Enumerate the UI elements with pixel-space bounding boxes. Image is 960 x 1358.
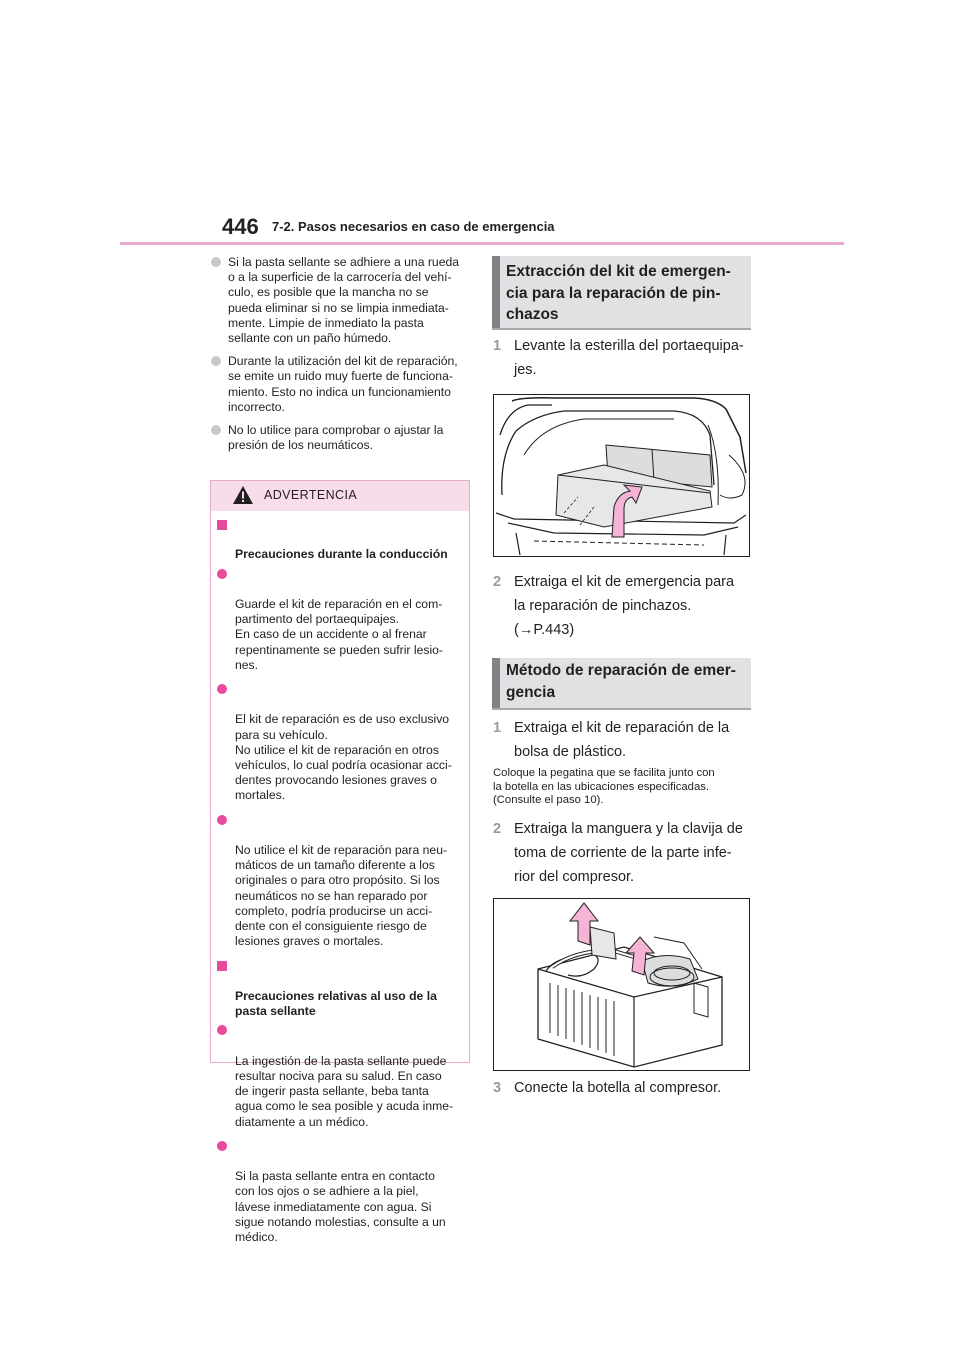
step-item bbox=[493, 817, 755, 889]
header-divider bbox=[120, 242, 844, 245]
bullet-icon bbox=[217, 1141, 227, 1151]
warning-item bbox=[217, 1023, 461, 1129]
step-item bbox=[493, 334, 755, 382]
warning-label: ADVERTENCIA bbox=[264, 488, 358, 502]
section-heading-bar bbox=[492, 658, 500, 708]
warning-item-text: Si la pasta sellante entra en contacto con los ojos o se adhiere a la piel, lávese inmediatamente con agua. Si sigue notando molestias, consulte a un médico. bbox=[235, 1169, 446, 1244]
step-number: 3 bbox=[493, 1080, 502, 1096]
warning-header bbox=[211, 481, 469, 511]
warning-body bbox=[211, 511, 469, 1245]
step-text: Extraiga la manguera y la clavija de toma de corriente de la parte infe- rior del compresor. bbox=[514, 821, 743, 885]
bullet-icon bbox=[211, 257, 221, 267]
section-heading-text: Extracción del kit de emergen- cia para la reparación de pin- chazos bbox=[506, 263, 731, 323]
step-number: 2 bbox=[493, 574, 502, 590]
section-heading-extraction bbox=[492, 256, 751, 330]
section-heading-repair-method bbox=[492, 658, 751, 710]
bullet-icon bbox=[211, 356, 221, 366]
bullet-text: No lo utilice para comprobar o ajustar la presión de los neumáticos. bbox=[228, 423, 444, 453]
bullet-text: Durante la utilización del kit de reparación, se emite un ruido muy fuerte de funciona- miento. Esto no indica un funcionamiento incorrecto. bbox=[228, 354, 458, 414]
warning-item-text: El kit de reparación es de uso exclusivo para su vehículo. No utilice el kit de reparación en otros vehículos, lo cual podría ocasionar acci- dentes provocando lesiones graves o mortales. bbox=[235, 712, 452, 803]
section-heading-bar bbox=[492, 256, 500, 328]
warning-box bbox=[210, 480, 470, 1244]
section-heading-text: Método de reparación de emer- gencia bbox=[506, 662, 736, 701]
square-bullet-icon bbox=[217, 961, 227, 971]
warning-triangle-icon bbox=[232, 485, 254, 505]
bullet-text: Si la pasta sellante se adhiere a una rueda o a la superficie de la carrocería del vehí- culo, es posible que la mancha no se pueda eliminar si no se limpia inmediata- mente. Limpie de inmediato la pasta sellante con un paño húmedo. bbox=[228, 255, 460, 346]
step-text: Levante la esterilla del portaequipa- jes. bbox=[514, 338, 744, 378]
bullet-icon bbox=[217, 569, 227, 579]
square-bullet-icon bbox=[217, 520, 227, 530]
step-item bbox=[493, 1076, 755, 1100]
warning-group-heading-text: Precauciones durante la conducción bbox=[235, 547, 448, 562]
step-text: Conecte la botella al compresor. bbox=[514, 1080, 722, 1096]
step-note: Coloque la pegatina que se facilita junto con la botella en las ubicaciones especificadas. (Consulte el paso 10). bbox=[493, 767, 715, 806]
bullet-icon bbox=[217, 684, 227, 694]
list-item bbox=[211, 423, 471, 453]
step-number: 1 bbox=[493, 338, 502, 354]
warning-group-heading-text: Precauciones relativas al uso de la pasta sellante bbox=[235, 988, 437, 1019]
section-header-title: 7-2. Pasos necesarios en caso de emergencia bbox=[272, 219, 555, 234]
step-item bbox=[493, 570, 755, 642]
warning-item-text: La ingestión de la pasta sellante puede resultar nociva para su salud. En caso de ingerir pasta sellante, beba tanta agua como le sea posible y acuda inme- diatamente a un médico. bbox=[235, 1053, 454, 1129]
step-number: 1 bbox=[493, 720, 502, 736]
warning-item-text: No utilice el kit de reparación para neu- máticos de un tamaño diferente a los originales o para otro propósito. Si los neumáticos no se han reparado por completo, podría producirse un acci- dente con el consiguiente riesgo de lesiones graves o mortales. bbox=[235, 843, 448, 949]
step-text: Extraiga el kit de reparación de la bolsa de plástico. bbox=[514, 720, 730, 760]
list-item bbox=[211, 354, 471, 415]
warning-item bbox=[217, 1139, 461, 1245]
warning-item bbox=[217, 682, 461, 804]
warning-group-heading bbox=[217, 517, 461, 563]
warning-group-heading bbox=[217, 958, 461, 1019]
warning-item bbox=[217, 567, 461, 673]
trunk-mat-illustration bbox=[493, 394, 750, 557]
page-number: 446 bbox=[222, 214, 259, 239]
step-text: Extraiga el kit de emergencia para la reparación de pinchazos. (→P.443) bbox=[514, 574, 735, 638]
warning-item-text: Guarde el kit de reparación en el com- partimento del portaequipajes. En caso de un accidente o al frenar repentinamente se pueden sufrir lesio- nes. bbox=[235, 597, 443, 672]
step-number: 2 bbox=[493, 821, 502, 837]
warning-item bbox=[217, 813, 461, 950]
bullet-icon bbox=[217, 815, 227, 825]
compressor-illustration bbox=[493, 898, 750, 1071]
left-bullet-list bbox=[211, 255, 471, 461]
bullet-icon bbox=[217, 1025, 227, 1035]
step-item bbox=[493, 716, 755, 764]
list-item bbox=[211, 255, 471, 346]
bullet-icon bbox=[211, 425, 221, 435]
